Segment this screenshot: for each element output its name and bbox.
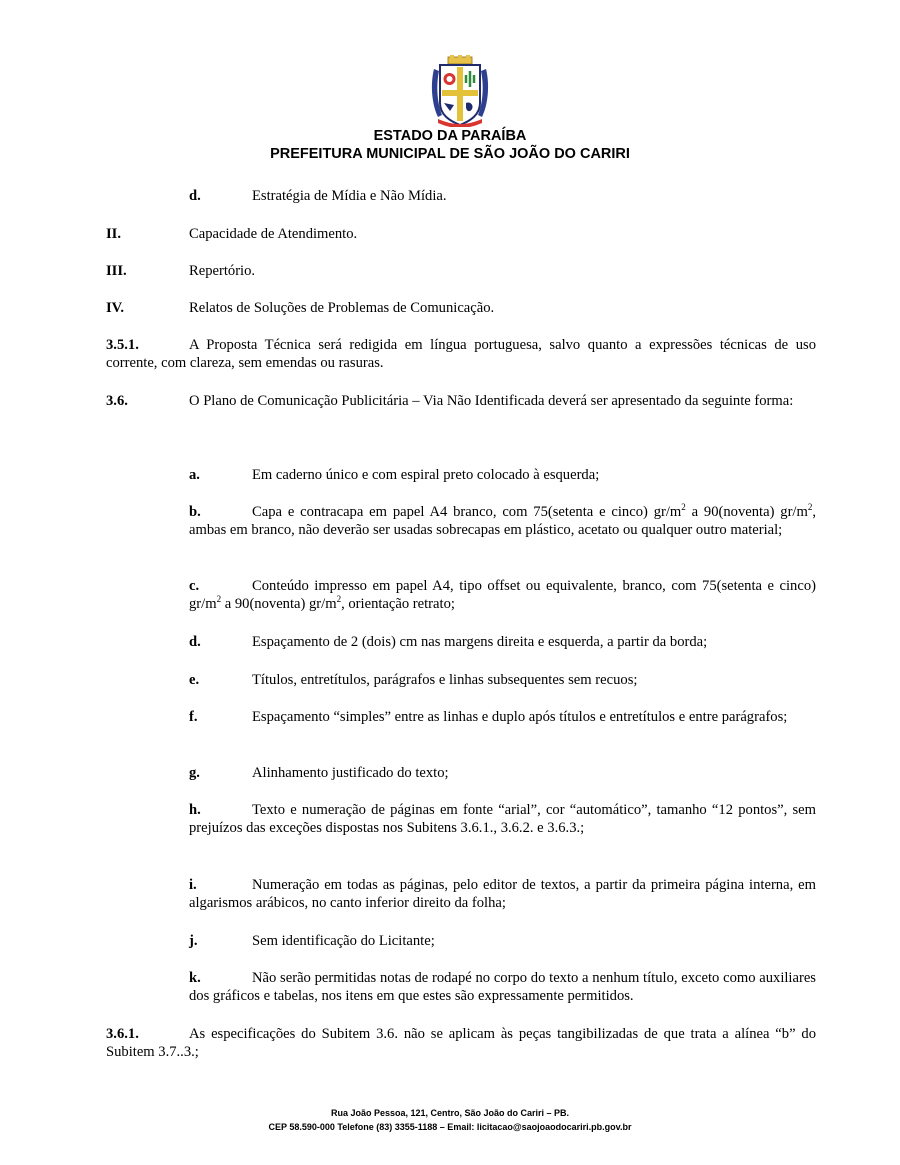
item-text: Não serão permitidas notas de rodapé no corpo do texto a nenhum título, exceto como auxiliares dos gráficos e tabelas, nos itens em que estes são expressamente permitidos. bbox=[189, 970, 816, 1004]
item-marker: d. bbox=[189, 188, 201, 204]
item-marker: d. bbox=[189, 634, 201, 650]
item-text: Texto e numeração de páginas em fonte “arial”, cor “automático”, tamanho “12 pontos”, sem prejuízos das exceções dispostas nos Subitens 3.6.1., 3.6.2. e 3.6.3.; bbox=[189, 802, 816, 836]
superscript: 2 bbox=[336, 594, 342, 604]
item-text: Capacidade de Atendimento. bbox=[189, 226, 358, 242]
list-item-k bbox=[189, 969, 816, 1005]
item-text: As especificações do Subitem 3.6. não se aplicam às peças tangibilizadas de que trata a alínea “b” do Subitem 3.7..3.; bbox=[106, 1026, 816, 1060]
document-header bbox=[0, 127, 900, 163]
superscript: 2 bbox=[216, 594, 222, 604]
list-item-i bbox=[189, 876, 816, 912]
list-item-d-top bbox=[189, 187, 816, 205]
list-item-a bbox=[189, 466, 816, 484]
item-marker: IV. bbox=[106, 300, 124, 316]
item-marker: a. bbox=[189, 467, 200, 483]
list-item-d bbox=[189, 633, 816, 651]
list-item-b bbox=[189, 503, 816, 539]
section-III bbox=[106, 262, 816, 280]
item-marker: III. bbox=[106, 263, 127, 279]
item-text: Sem identificação do Licitante; bbox=[252, 933, 435, 949]
item-text: a 90(noventa) gr/m bbox=[685, 504, 808, 520]
section-3-6-1 bbox=[106, 1025, 816, 1061]
item-text: Relatos de Soluções de Problemas de Comunicação. bbox=[189, 300, 495, 316]
item-text: Alinhamento justificado do texto; bbox=[252, 765, 449, 781]
item-marker: j. bbox=[189, 933, 198, 949]
document-footer bbox=[0, 1106, 900, 1134]
item-text: , ambas em branco, não deverão ser usadas sobrecapas em plástico, acetato ou qualquer outro material; bbox=[189, 504, 816, 538]
item-marker: II. bbox=[106, 226, 122, 242]
item-text: A Proposta Técnica será redigida em língua portuguesa, salvo quanto a expressões técnicas de uso corrente, com clareza, sem emendas ou rasuras. bbox=[106, 337, 816, 371]
footer-contact: CEP 58.590-000 Telefone (83) 3355-1188 – Email: licitacao@saojoaodocariri.pb.gov.br bbox=[268, 1122, 632, 1132]
item-text: O Plano de Comunicação Publicitária – Via Não Identificada deverá ser apresentado da seguinte forma: bbox=[189, 393, 794, 409]
list-item-f bbox=[189, 708, 816, 726]
item-marker: 3.6. bbox=[106, 393, 128, 409]
item-text: Estratégia de Mídia e Não Mídia. bbox=[252, 188, 447, 204]
item-marker: 3.6.1. bbox=[106, 1026, 139, 1042]
item-marker: h. bbox=[189, 802, 201, 818]
list-item-c bbox=[189, 577, 816, 613]
superscript: 2 bbox=[681, 502, 686, 512]
item-text: Capa e contracapa em papel A4 branco, com 75(setenta e cinco) gr/m bbox=[252, 504, 682, 520]
section-II bbox=[106, 225, 816, 243]
item-text: Conteúdo impresso em papel A4, tipo offset ou equivalente, branco, com 75(setenta e cinco) gr/m bbox=[189, 578, 816, 612]
list-item-e bbox=[189, 671, 816, 689]
item-marker: k. bbox=[189, 970, 201, 986]
superscript: 2 bbox=[807, 502, 813, 512]
section-3-6 bbox=[106, 392, 816, 410]
item-marker: g. bbox=[189, 765, 200, 781]
item-marker: f. bbox=[189, 709, 198, 725]
item-marker: e. bbox=[189, 672, 200, 688]
municipality-name: PREFEITURA MUNICIPAL DE SÃO JOÃO DO CARIRI bbox=[270, 146, 630, 162]
item-marker: b. bbox=[189, 504, 201, 520]
item-text: Em caderno único e com espiral preto colocado à esquerda; bbox=[252, 467, 600, 483]
section-IV bbox=[106, 299, 816, 317]
item-marker: i. bbox=[189, 877, 197, 893]
state-name: ESTADO DA PARAÍBA bbox=[373, 128, 527, 144]
list-item-j bbox=[189, 932, 816, 950]
item-marker: 3.5.1. bbox=[106, 337, 139, 353]
item-text: Títulos, entretítulos, parágrafos e linhas subsequentes sem recuos; bbox=[252, 672, 638, 688]
item-text: Numeração em todas as páginas, pelo editor de textos, a partir da primeira página interna, em algarismos arábicos, no canto inferior direito da folha; bbox=[189, 877, 816, 911]
municipal-coat-of-arms bbox=[430, 55, 490, 127]
item-text: , orientação retrato; bbox=[341, 596, 455, 612]
item-text: a 90(noventa) gr/m bbox=[221, 596, 337, 612]
list-item-h bbox=[189, 801, 816, 837]
item-text: Espaçamento de 2 (dois) cm nas margens direita e esquerda, a partir da borda; bbox=[252, 634, 708, 650]
list-item-g bbox=[189, 764, 816, 782]
item-text: Repertório. bbox=[189, 263, 256, 279]
section-3-5-1 bbox=[106, 336, 816, 372]
item-text: Espaçamento “simples” entre as linhas e duplo após títulos e entretítulos e entre parágrafos; bbox=[252, 709, 788, 725]
item-marker: c. bbox=[189, 578, 200, 594]
footer-address: Rua João Pessoa, 121, Centro, São João do Cariri – PB. bbox=[330, 1108, 570, 1118]
